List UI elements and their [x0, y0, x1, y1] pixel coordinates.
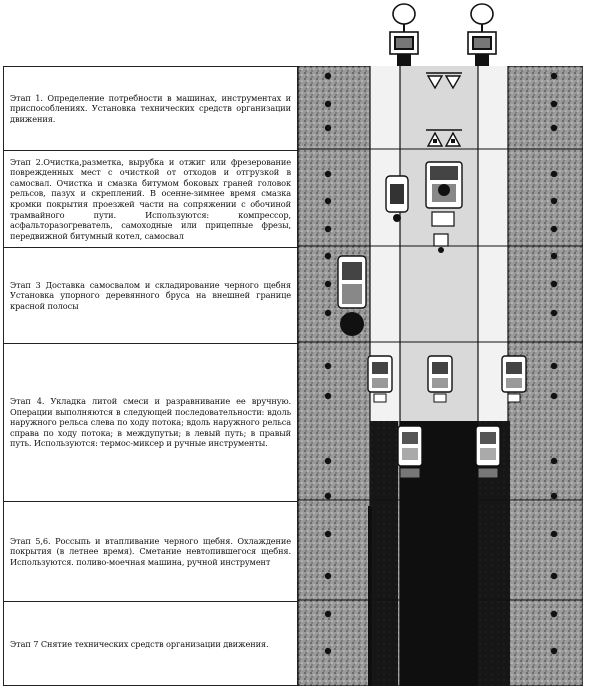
stage-5-6-text: Этап 5,6. Россыпь и втапливание черного щебня. Охлаждение покрытия (в летнее время). Сметание невтопившегося щебня. Используются. поливо-моечная машина, ручной инструмент	[10, 535, 291, 567]
asphalt-zone-edge-left	[368, 506, 372, 686]
dump-truck-icon	[338, 256, 366, 336]
stages-table	[3, 66, 583, 686]
stage-3-text: Этап 3 Доставка самосвалом и складирование черного щебня Установка упорного деревянного бруса на внешней границе красной полосы	[10, 279, 291, 311]
work-zone-diagram	[298, 66, 583, 686]
stage-1	[4, 67, 297, 150]
asphalt-zone-left	[370, 421, 398, 686]
stage-4	[4, 343, 297, 501]
stage-3	[4, 247, 297, 343]
stage-2	[4, 150, 297, 247]
stage-2-text: Этап 2.Очистка,разметка, вырубка и отжиг или фрезерование поврежденных мест с очисткой от отходов и отгрузкой в самосвал. Очистка и смазка битумом боковых граней головок рельсов, пазух и скреплений. В осенне-зимнее время смазка кромки покрытия проезжей части на сопряжении с обочиной трамвайного пути. Используются: компрессор, асфальторазогреватель, самоходные или прицепные фрезы, передвижной битумный котел, самосвал	[10, 156, 291, 241]
roller-left-icon	[398, 426, 422, 478]
stage-5-6	[4, 501, 297, 601]
stage-4-text: Этап 4. Укладка литой смеси и разравнивание ее вручную. Операции выполняются в следующей последовательности: вдоль наружного рельса слева по ходу потока; вдоль наружного рельса справа по ходу потока; в междупутьи; в левый путь; в правый путь. Используются: термос-миксер и ручные инструменты.	[10, 396, 291, 449]
stages-text-column	[3, 66, 298, 686]
stage-7	[4, 601, 297, 686]
roller-right-icon	[476, 426, 500, 478]
stage-7-text: Этап 7 Снятие технических средств организации движения.	[10, 638, 269, 649]
lamp-tower-right-icon	[464, 2, 500, 68]
lamp-tower-left-icon	[386, 2, 422, 68]
stage-1-text: Этап 1. Определение потребности в машинах, инструментах и приспособлениях. Установка технических средств организации движения.	[10, 92, 291, 124]
